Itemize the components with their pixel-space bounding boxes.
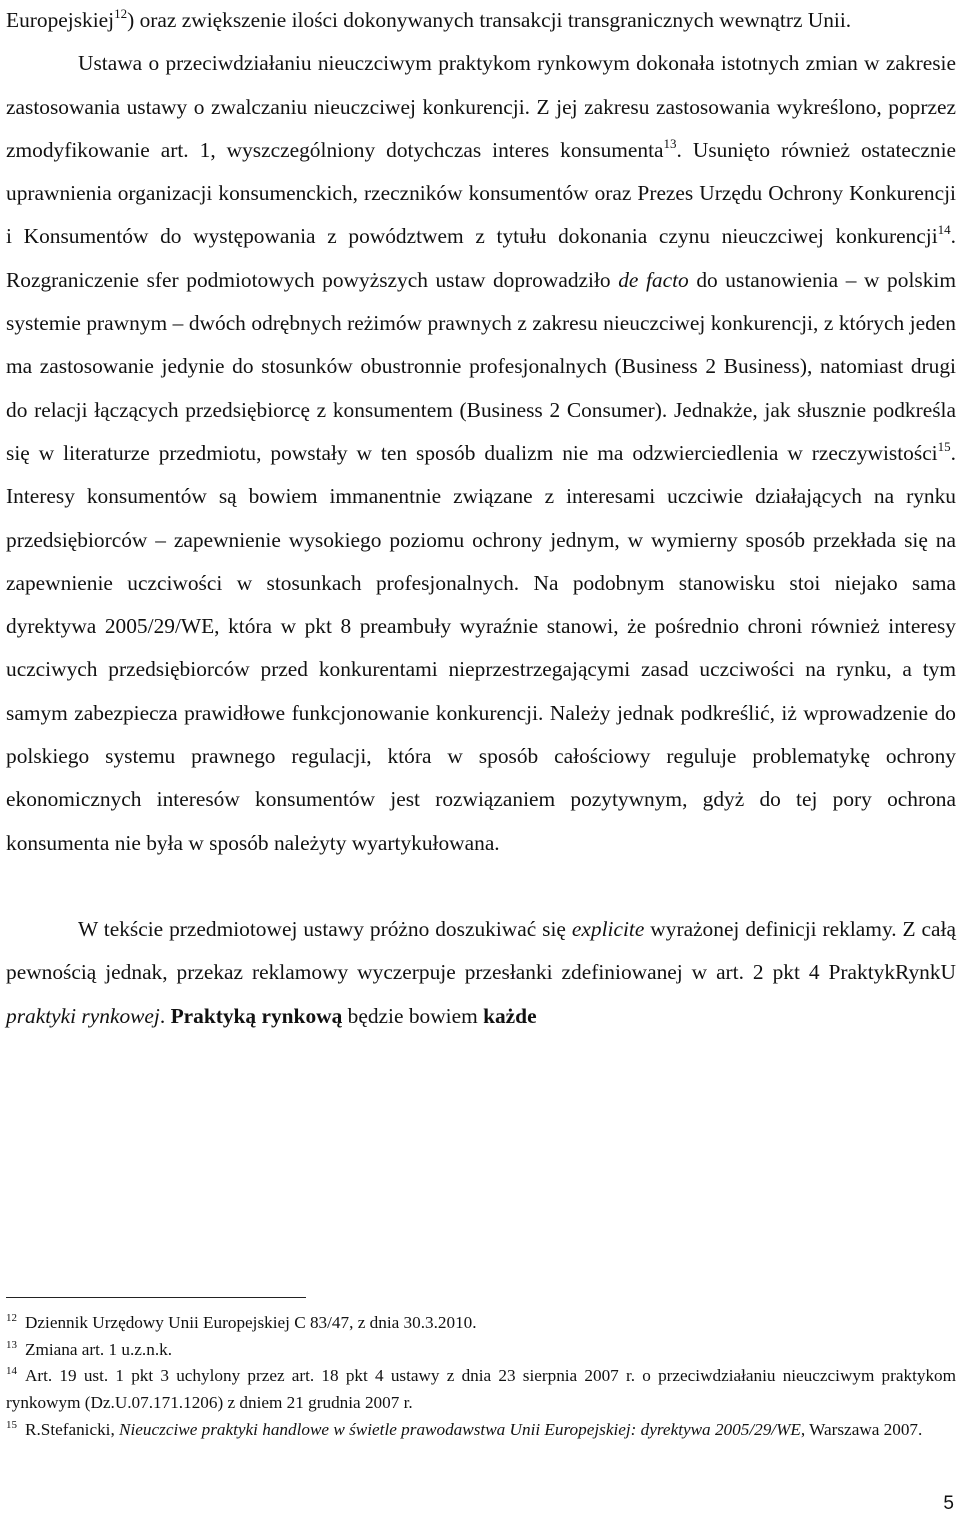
footnote-14 [6, 1363, 956, 1416]
footnote-text: , Warszawa 2007. [800, 1419, 923, 1439]
footnote-author: R.Stefanicki, [25, 1419, 115, 1439]
italic-term: praktyki rynkowej [6, 1003, 160, 1028]
footnote-ref-15[interactable]: 15 [937, 438, 951, 454]
footnote-number: 15 [6, 1418, 17, 1431]
footnote-ref-12[interactable]: 12 [114, 6, 128, 21]
paragraph-ustawa [6, 42, 956, 865]
footnote-text: Dziennik Urzędowy Unii Europejskiej C 83/47, z dnia 30.3.2010. [25, 1313, 477, 1332]
text-run: ) oraz zwiększenie ilości dokonywanych transakcji transgranicznych wewnątrz Unii. [127, 8, 852, 32]
footnote-12 [6, 1310, 956, 1337]
bold-term: Praktyką rynkową [170, 1003, 343, 1028]
footnote-text: Zmiana art. 1 u.z.n.k. [25, 1339, 173, 1359]
footnote-number: 12 [6, 1312, 17, 1324]
footnote-13 [6, 1337, 956, 1364]
bold-term: każde [483, 1003, 537, 1028]
italic-term: de facto [618, 267, 689, 292]
paragraph-reklama [6, 908, 956, 1038]
document-page [6, 0, 957, 1439]
footnote-number: 13 [6, 1338, 17, 1351]
italic-term: explicite [571, 916, 645, 941]
text-run: W tekście przedmiotowej ustawy próżno doszukiwać się [78, 916, 566, 941]
footnote-text: Art. 19 ust. 1 pkt 3 uchylony przez art. 18 pkt 4 ustawy z dnia 23 sierpnia 2007 r. o przeciwdziałaniu nieuczciwym praktykom rynkowym (Dz.U.07.171.1206) z dniem 21 grudnia 2007 r. [6, 1366, 956, 1413]
footnote-15 [6, 1417, 956, 1444]
footnotes [6, 1310, 956, 1444]
footnote-ref-13[interactable]: 13 [663, 135, 677, 151]
text-run: Ustawa o przeciwdziałaniu nieuczciwym praktykom rynkowym dokonała istotnych zmian w zakresie zastosowania ustawy o zwalczaniu nieuczciwej konkurencji. Z jej zakresu zastosowania wykreślono, poprzez zmodyfikowanie art. 1, wyszczególniony dotychczas interes konsumenta [6, 51, 956, 162]
text-run: Europejskiej [6, 8, 115, 32]
text-run: do ustanowienia – w polskim systemie prawnym – dwóch odrębnych reżimów prawnych z zakresu nieuczciwej konkurencji, z których jeden ma zastosowanie jedynie do stosunków obustronnie profesjonalnych (Business 2 Business), natomiast drugi do relacji łączących przedsiębiorcę z konsumentem (Business 2 Consumer). Jednakże, jak słusznie podkreśla się w literaturze przedmiotu, powstały w ten sposób dualizm nie ma odzwierciedlenia w rzeczywistości [6, 267, 956, 465]
text-run: . Interesy konsumentów są bowiem immanentnie związane z interesami uczciwie działających na rynku przedsiębiorców – zapewnienie wysokiego poziomu ochrony jednym, w wymierny sposób przekłada się na zapewnienie uczciwości w stosunkach profesjonalnych. Na podobnym stanowisku stoi niejako sama dyrektywa 2005/29/WE, która w pkt 8 preambuły wyraźnie stanowi, że pośrednio chroni również interesy uczciwych przedsiębiorców przed konkurentami nieprzestrzegającymi zasad uczciwości na rynku, a tym samym zabezpiecza prawidłowe funkcjonowanie konkurencji. Należy jednak podkreślić, iż wprowadzenie do polskiego systemu prawnego regulacji, która w sposób całościowy reguluje problematykę ochrony ekonomicznych interesów konsumentów jest rozwiązaniem pozytywnym, gdyż do tej pory ochrona konsumenta nie była w sposób należyty wyartykułowana. [6, 440, 956, 855]
page-number: 5 [943, 1493, 954, 1514]
footnote-ref-14[interactable]: 14 [937, 222, 951, 238]
text-run: . [159, 1003, 166, 1028]
text-run: wyrażonej definicji reklamy. Z całą pewnością jednak, przekaz reklamowy wyczerpuje przesłanki zdefiniowanej w art. 2 pkt 4 PraktykRynkU [6, 916, 956, 985]
text-run: . Usunięto również ostatecznie uprawnienia organizacji konsumenckich, rzeczników konsumentów oraz Prezes Urzędu Ochrony Konkurencji i Konsumentów do występowania z powództwem z tytułu dokonania czynu nieuczciwej konkurencji [6, 137, 957, 249]
paragraph-continuation [6, 0, 956, 42]
footnote-number: 14 [6, 1365, 17, 1378]
text-run: będzie bowiem [347, 1003, 478, 1028]
footnote-title: Nieuczciwe praktyki handlowe w świetle prawodawstwa Unii Europejskiej: dyrektywa 2005/29/WE [119, 1419, 801, 1439]
text-run: . Rozgraniczenie sfer podmiotowych powyższych ustaw doprowadziło [6, 224, 956, 292]
footnote-separator [6, 1297, 306, 1298]
